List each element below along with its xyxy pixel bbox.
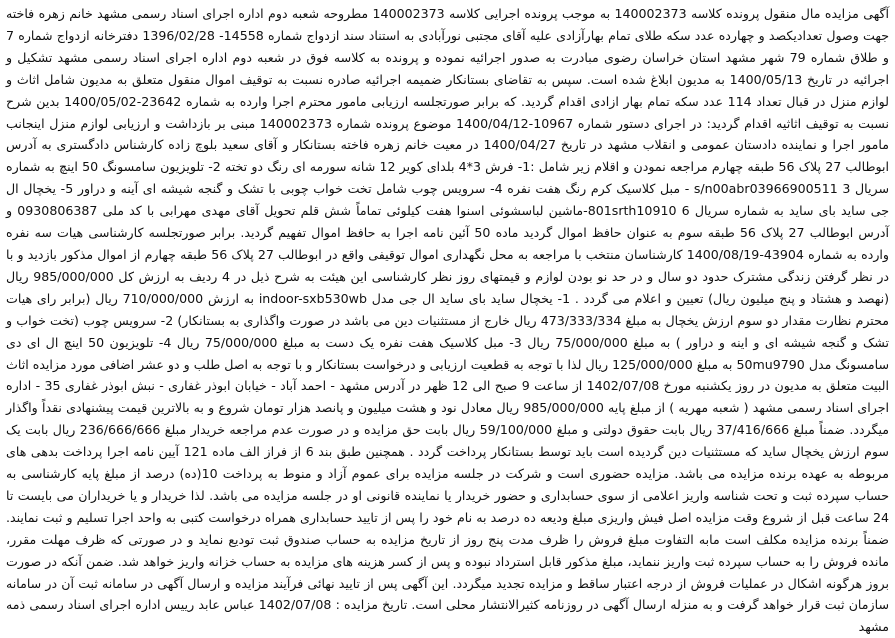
notice-body: آگهی مزایده مال منقول پرونده کلاسه 140002373 به موجب پرونده اجرایی کلاسه 140002373 مطروحه شعبه دوم اداره اجرای اسناد رسمی مشهد خانم زهره فاخته جهت وصول تعدادیکصد و چهارده عدد سکه طلای تمام بهارآزادی علیه آقای مجتبی نورآبادی به استناد سند ازدواج شماره 14558- 1396/02/28 دفترخانه ازدواج شماره 7 و طلاق شماره 79 شهر مشهد استان خراسان رضوی مبادرت به صدور اجرائیه نموده و پرونده به کلاسه فوق در شعبه دوم اداره اجرای اسناد رسمی مشهد تشکیل و اجرائیه در تاریخ 1400/05/13 به مدیون ابلاغ شده است. سپس به تقاضای بستانکار ضمیمه اجرائیه صادره نسبت به توقیف اموال منقول متعلق به مدیون شامل اثاث و لوازم منزل در قبال تعداد 114 عدد سکه تمام بهار ازادی اقدام گردید. که برابر صورتجلسه ارزیابی مامور محترم اجرا وارده به شماره 23642-1400/05/02 بدین شرح نسبت به توقیف اثاثیه اقدام گردید: در اجرای دستور شماره 10967-1400/04/12 موضوع پرونده شماره 140002373 مبنی بر بازداشت و ارزیابی لوازم منزل اینجانب مامور اجرا و نماینده دادستان عمومی و انقلاب مشهد در تاریخ 1400/04/27 در معیت خانم زهره فاخته بستانکار و آقای سعید بلوچ زاده کارشناس دادگستری به آدرس ابوطالب 27 پلاک 56 طبقه چهارم مراجعه نمودن و اقلام زیر شامل :1- فرش 3*4 بلدای کویر 12 شانه سورمه ای رنگ دو تخته 2- تلویزیون سامسونگ 50 اینچ به شماره سریال 3 s/n00abr03966900511 - مبل کلاسیک کرم رنگ هفت نفره 4- سرویس چوب شامل تخت خواب چوبی با تشک و گنجه شیشه ای آینه و دراور 5- یخچال ال جی ساید بای ساید به شماره سریال 6 801srth10910-ماشین لباسشوئی اسنوا هفت کیلوئی تماماً شش قلم تحویل آقای مهدی مهرابی با کد ملی 0930806387 و آدرس ابوطالب 27 پلاک 56 طبقه سوم به عنوان حافظ اموال گردید ماده 50 آئین نامه اجرا به حافظ اموال تفهیم گردید. برابر صورتجلسه کارشناسی هیات سه نفره وارده به شماره 43904-1400/08/19 کارشناسان منتخب با مراجعه به محل نگهداری اموال توقیفی واقع در ابوطالب 27 پلاک 56 طبقه چهارم از اموال مذکور بازدید و با در نظر گرفتن زندگی مشترک حدود دو سال و در حد نو بودن لوازم و قیمتهای روز نظر کارشناسی این هیئت به شرح ذیل در 4 ردیف به ارزش کل 985/000/000 ریال (نهصد و هشتاد و پنج میلیون ریال) تعیین و اعلام می گردد . 1- یخچال ساید بای ساید ال جی مدل indoor-sxb530wb به ارزش 710/000/000 ریال (برابر رای هیات محترم نظارت مقدار دو سوم ارزش یخچال به مبلغ 473/333/334 ریال خارج از مستثنیات دین می باشد در صورت واگذاری به بستانکار) 2- سرویس چوب (تخت خواب و تشک و گنجه شیشه ای و اینه و دراور ) به مبلغ 75/000/000 ریال 3- مبل کلاسیک هفت نفره یک دست به مبلغ 75/000/000 ریال 4- تلویزیون 50 اینچ ال ای دی سامسونگ مدل 50mu9790 به مبلغ 125/000/000 ریال لذا با توجه به قطعیت ارزیابی و درخواست بستانکار و با توجه به اصل طلب و دو عشر اضافی مورد مزایده اثاث البیت متعلق به مدیون در روز یکشنبه مورخ 1402/07/08 از ساعت 9 صبح الی 12 ظهر در آدرس مشهد - احمد آباد - خیابان ابوذر غفاری - نبش ابوذر غفاری 35 - اداره اجرای اسناد رسمی مشهد ( شعبه مهریه ) از مبلغ پایه 985/000/000 ریال معادل نود و هشت میلیون و پانصد هزار تومان شروع و به بالاترین قیمت پیشنهادی نقداً واگذار میگردد. ضمناً مبلغ 37/416/666 ریال بابت حقوق دولتی و مبلغ 59/100/000 ریال بابت حق مزایده و در صورت عدم مراجعه خریدار مبلغ 236/666/666 ریال بابت یک سوم ارزش یخچال ساید که مستثنیات دین گردیده است باید توسط بستانکار پرداخت گردد . همچنین طبق بند 6 از فراز الف ماده 121 آیین نامه اجرا پرداخت بدهی های مربوطه به عهده برنده مزایده می باشد. مزایده حضوری است و شرکت در جلسه مزایده برای عموم آزاد و منوط به پرداخت 10(ده) درصد از مبلغ پایه کارشناسی به حساب سپرده ثبت و تحت شناسه واریز اعلامی از سوی حسابداری و حضور خریدار یا نماینده قانونی او در جلسه مزایده می باشد. لذا خریدار و یا خریداران می بایست تا 24 ساعت قبل از شروع وقت مزایده اصل فیش واریزی مبلغ ودیعه ده درصد به نام خود را پس از تایید حسابداری همراه درخواست کتبی به واحد اجرا تسلیم و ثبت نمایند. ضمناً برنده مزایده مکلف است مابه التفاوت مبلغ فروش را ظرف مدت پنج روز از تاریخ مزایده به حساب صندوق ثبت تودیع نماید و در صورتی که ظرف مهلت مقرر، مانده فروش را به حساب سپرده ثبت واریز ننماید، مبلغ مذکور قابل استرداد نبوده و پس از کسر هزینه های مزایده به حساب خزانه واریز خواهد شد. ضمن آنکه در صورت بروز هرگونه اشکال در عملیات فروش از درجه اعتبار ساقط و مزایده تجدید میگردد. این آگهی پس از تایید نهائی فرآیند مزایده و ارسال آگهی در سامانه ثبت آن در سامانه سازمان ثبت قرار خواهد گرفت و به منزله ارسال آگهی در روزنامه کثیرالانتشار محلی است. تاریخ مزایده : 1402/07/08 عباس عابد رییس اداره اجرای اسناد رسمی ذمه مشهد [6, 6, 890, 635]
